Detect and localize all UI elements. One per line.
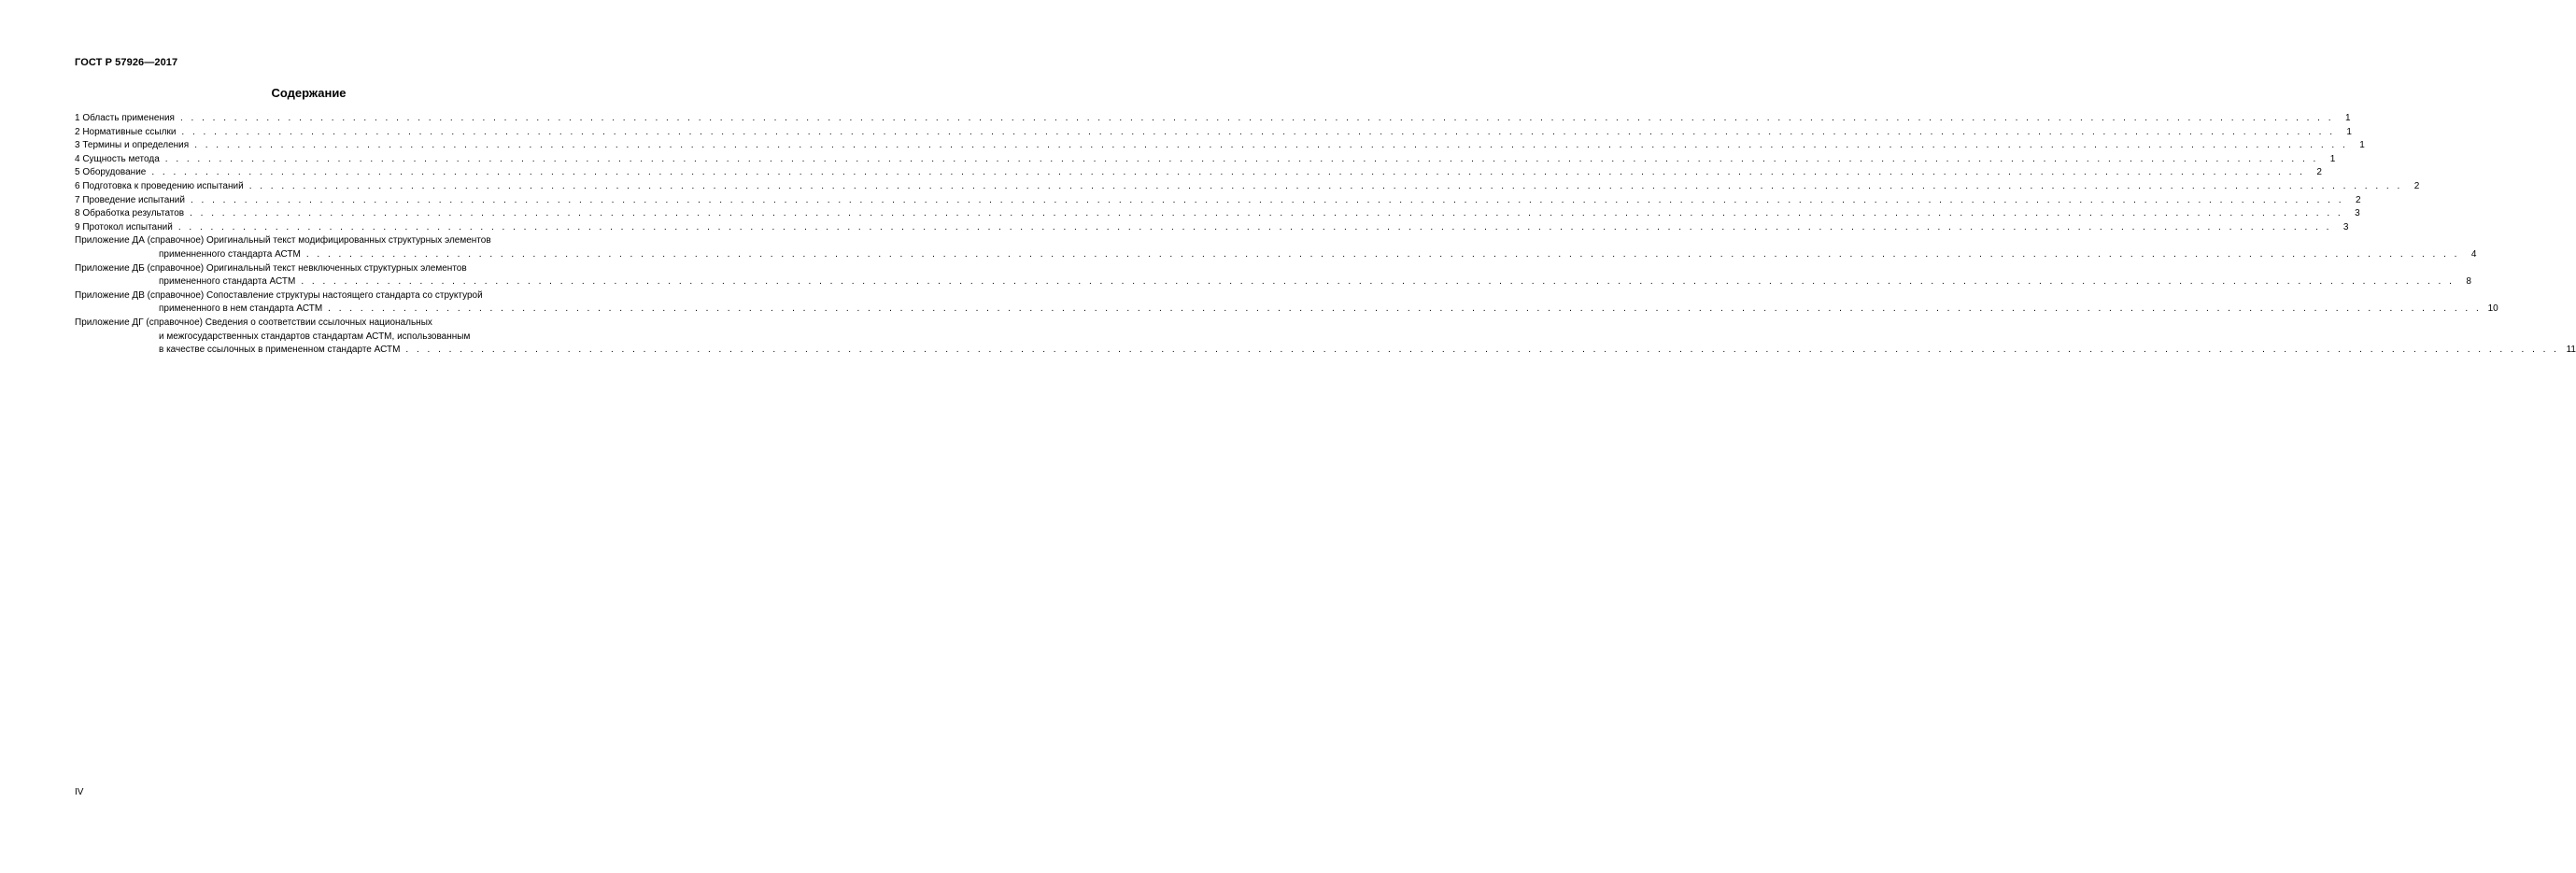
toc-page-number: 3 bbox=[2355, 208, 2360, 219]
toc-entry-line bbox=[75, 126, 2352, 140]
toc-dot-leader: . . . . . . . . . . . . . . . . . . . . . . . . . . . . . . . . . . . . . . . . . . . . . . . . . . . . . . . . . . . . . . . . . . . . . . . . . . . . . . . . . . . . . . . . . . . . . . . . . . . . . . . . . . . . . . . . . . . . . . . . . . . . . . . . . . . . . . . . . . . . . . . . . . . . . . . . . . . . . . . . . . . . . . . . . . . . . . . . . . . . . . . . . . . . . . . . . . . . . . . . bbox=[164, 153, 2319, 164]
toc-dot-leader: . . . . . . . . . . . . . . . . . . . . . . . . . . . . . . . . . . . . . . . . . . . . . . . . . . . . . . . . . . . . . . . . . . . . . . . . . . . . . . . . . . . . . . . . . . . . . . . . . . . . . . . . . . . . . . . . . . . . . . . . . . . . . . . . . . . . . . . . . . . . . . . . . . . . . . . . . . . . . . . . . . . . . . . . . . . . . . . . . . . . . . . . . . . . . . . . . . . . . . . . bbox=[405, 345, 2559, 356]
toc-page-number: 1 bbox=[2359, 140, 2365, 151]
toc-entry[interactable] bbox=[75, 180, 2420, 194]
toc-entry-title: 6 Подготовка к проведению испытаний bbox=[75, 180, 244, 191]
toc-page-number: 3 bbox=[2342, 221, 2349, 232]
toc-entry-line bbox=[75, 207, 2360, 221]
toc-dot-leader: . . . . . . . . . . . . . . . . . . . . . . . . . . . . . . . . . . . . . . . . . . . . . . . . . . . . . . . . . . . . . . . . . . . . . . . . . . . . . . . . . . . . . . . . . . . . . . . . . . . . . . . . . . . . . . . . . . . . . . . . . . . . . . . . . . . . . . . . . . . . . . . . . . . . . . . . . . . . . . . . . . . . . . . . . . . . . . . . . . . . . . . . . . . . . . . . . . . . . . . . bbox=[190, 208, 2343, 219]
toc-page-number: 1 bbox=[2344, 113, 2351, 123]
toc-entry-title: Приложение ДА (справочное) Оригинальный текст модифицированных структурных элементов bbox=[75, 235, 491, 246]
toc-dot-leader: . . . . . . . . . . . . . . . . . . . . . . . . . . . . . . . . . . . . . . . . . . . . . . . . . . . . . . . . . . . . . . . . . . . . . . . . . . . . . . . . . . . . . . . . . . . . . . . . . . . . . . . . . . . . . . . . . . . . . . . . . . . . . . . . . . . . . . . . . . . . . . . . . . . . . . . . . . . . . . . . . . . . . . . . . . . . . . . . . . . . . . . . . . . . . . . . . . . . . . . . bbox=[179, 113, 2334, 123]
table-of-contents bbox=[75, 112, 2576, 358]
toc-entry-title: применненного стандарта АСТМ bbox=[159, 248, 301, 260]
toc-dot-leader: . . . . . . . . . . . . . . . . . . . . . . . . . . . . . . . . . . . . . . . . . . . . . . . . . . . . . . . . . . . . . . . . . . . . . . . . . . . . . . . . . . . . . . . . . . . . . . . . . . . . . . . . . . . . . . . . . . . . . . . . . . . . . . . . . . . . . . . . . . . . . . . . . . . . . . . . . . . . . . . . . . . . . . . . . . . . . . . . . . . . . . . . . . . . . . . . . . . . . . . . bbox=[248, 180, 2403, 191]
toc-entry-line bbox=[75, 153, 2336, 167]
toc-entry-title: 3 Термины и определения bbox=[75, 140, 190, 151]
toc-dot-leader: . . . . . . . . . . . . . . . . . . . . . . . . . . . . . . . . . . . . . . . . . . . . . . . . . . . . . . . . . . . . . . . . . . . . . . . . . . . . . . . . . . . . . . . . . . . . . . . . . . . . . . . . . . . . . . . . . . . . . . . . . . . . . . . . . . . . . . . . . . . . . . . . . . . . . . . . . . . . . . . . . . . . . . . . . . . . . . . . . . . . . . . . . . . . . . . . . . . . . . . . bbox=[194, 140, 2348, 151]
toc-entry-title: примененного в нем стандарта АСТМ bbox=[159, 303, 323, 315]
toc-entry[interactable] bbox=[75, 139, 2365, 153]
toc-dot-leader: . . . . . . . . . . . . . . . . . . . . . . . . . . . . . . . . . . . . . . . . . . . . . . . . . . . . . . . . . . . . . . . . . . . . . . . . . . . . . . . . . . . . . . . . . . . . . . . . . . . . . . . . . . . . . . . . . . . . . . . . . . . . . . . . . . . . . . . . . . . . . . . . . . . . . . . . . . . . . . . . . . . . . . . . . . . . . . . . . . . . . . . . . . . . . . . . . . . . . . . . bbox=[305, 248, 2460, 260]
toc-entry-line bbox=[75, 112, 2351, 126]
toc-entry[interactable] bbox=[75, 221, 2349, 235]
toc-entry[interactable] bbox=[75, 317, 2576, 358]
toc-entry-title: Приложение ДГ (справочное) Сведения о соответствии ссылочных национальных bbox=[75, 317, 432, 328]
toc-entry[interactable] bbox=[75, 194, 2361, 208]
toc-entry[interactable] bbox=[75, 207, 2360, 221]
toc-entry-line bbox=[75, 248, 2477, 262]
toc-page-number: 2 bbox=[2355, 194, 2361, 205]
toc-entry-title: и межгосударственных стандартов стандартам АСТМ, использованным bbox=[159, 331, 471, 342]
toc-entry-title: 4 Сущность метода bbox=[75, 153, 160, 164]
toc-page-number: 2 bbox=[2316, 167, 2322, 178]
toc-page-number: 4 bbox=[2470, 248, 2477, 260]
toc-page-number: 1 bbox=[2346, 126, 2352, 137]
toc-entry-title: Приложение ДВ (справочное) Сопоставление структуры настоящего стандарта со структурой bbox=[75, 289, 483, 301]
toc-dot-leader: . . . . . . . . . . . . . . . . . . . . . . . . . . . . . . . . . . . . . . . . . . . . . . . . . . . . . . . . . . . . . . . . . . . . . . . . . . . . . . . . . . . . . . . . . . . . . . . . . . . . . . . . . . . . . . . . . . . . . . . . . . . . . . . . . . . . . . . . . . . . . . . . . . . . . . . . . . . . . . . . . . . . . . . . . . . . . . . . . . . . . . . . . . . . . . . . . . . . . . . . bbox=[190, 194, 2344, 205]
toc-entry-title: 5 Оборудование bbox=[75, 167, 147, 178]
toc-entry-line bbox=[75, 221, 2349, 235]
toc-entry-line bbox=[75, 317, 573, 331]
toc-entry[interactable] bbox=[75, 234, 2477, 261]
toc-page-number: 11 bbox=[2566, 345, 2576, 356]
toc-entry-line bbox=[75, 139, 2365, 153]
toc-entry-line bbox=[75, 331, 573, 345]
toc-page-number: 2 bbox=[2413, 180, 2420, 191]
toc-entry-title: 8 Обработка результатов bbox=[75, 208, 185, 219]
toc-entry[interactable] bbox=[75, 153, 2336, 167]
toc-entry-title: 1 Область применения bbox=[75, 113, 175, 123]
toc-entry[interactable] bbox=[75, 289, 2498, 317]
toc-entry-line bbox=[75, 262, 573, 276]
toc-dot-leader: . . . . . . . . . . . . . . . . . . . . . . . . . . . . . . . . . . . . . . . . . . . . . . . . . . . . . . . . . . . . . . . . . . . . . . . . . . . . . . . . . . . . . . . . . . . . . . . . . . . . . . . . . . . . . . . . . . . . . . . . . . . . . . . . . . . . . . . . . . . . . . . . . . . . . . . . . . . . . . . . . . . . . . . . . . . . . . . . . . . . . . . . . . . . . . . . . . . . . . . . bbox=[181, 126, 2335, 137]
toc-entry-line bbox=[75, 275, 2471, 289]
toc-entry-line bbox=[75, 289, 573, 303]
toc-dot-leader: . . . . . . . . . . . . . . . . . . . . . . . . . . . . . . . . . . . . . . . . . . . . . . . . . . . . . . . . . . . . . . . . . . . . . . . . . . . . . . . . . . . . . . . . . . . . . . . . . . . . . . . . . . . . . . . . . . . . . . . . . . . . . . . . . . . . . . . . . . . . . . . . . . . . . . . . . . . . . . . . . . . . . . . . . . . . . . . . . . . . . . . . . . . . . . . . . . . . . . . . bbox=[177, 221, 2332, 232]
toc-entry-line bbox=[75, 166, 2322, 180]
page-number: IV bbox=[75, 787, 84, 797]
toc-dot-leader: . . . . . . . . . . . . . . . . . . . . . . . . . . . . . . . . . . . . . . . . . . . . . . . . . . . . . . . . . . . . . . . . . . . . . . . . . . . . . . . . . . . . . . . . . . . . . . . . . . . . . . . . . . . . . . . . . . . . . . . . . . . . . . . . . . . . . . . . . . . . . . . . . . . . . . . . . . . . . . . . . . . . . . . . . . . . . . . . . . . . . . . . . . . . . . . . . . . . . . . . bbox=[301, 276, 2455, 288]
toc-page-number: 10 bbox=[2487, 303, 2498, 315]
toc-page-number: 8 bbox=[2466, 276, 2471, 288]
toc-entry-title: в качестве ссылочных в примененном стандарте АСТМ bbox=[159, 345, 401, 356]
toc-entry-title: 7 Проведение испытаний bbox=[75, 194, 185, 205]
toc-entry-line bbox=[75, 234, 573, 248]
toc-entry[interactable] bbox=[75, 262, 2471, 289]
document-header: ГОСТ Р 57926—2017 bbox=[75, 57, 178, 68]
toc-entry-line bbox=[75, 180, 2420, 194]
toc-entry[interactable] bbox=[75, 126, 2352, 140]
toc-entry-title: Приложение ДБ (справочное) Оригинальный текст невключенных структурных элементов bbox=[75, 262, 467, 274]
toc-dot-leader: . . . . . . . . . . . . . . . . . . . . . . . . . . . . . . . . . . . . . . . . . . . . . . . . . . . . . . . . . . . . . . . . . . . . . . . . . . . . . . . . . . . . . . . . . . . . . . . . . . . . . . . . . . . . . . . . . . . . . . . . . . . . . . . . . . . . . . . . . . . . . . . . . . . . . . . . . . . . . . . . . . . . . . . . . . . . . . . . . . . . . . . . . . . . . . . . . . . . . . . . bbox=[151, 167, 2305, 178]
toc-entry[interactable] bbox=[75, 166, 2322, 180]
toc-dot-leader: . . . . . . . . . . . . . . . . . . . . . . . . . . . . . . . . . . . . . . . . . . . . . . . . . . . . . . . . . . . . . . . . . . . . . . . . . . . . . . . . . . . . . . . . . . . . . . . . . . . . . . . . . . . . . . . . . . . . . . . . . . . . . . . . . . . . . . . . . . . . . . . . . . . . . . . . . . . . . . . . . . . . . . . . . . . . . . . . . . . . . . . . . . . . . . . . . . . . . . . . bbox=[328, 303, 2482, 315]
toc-entry-title: примененного стандарта АСТМ bbox=[159, 276, 296, 288]
toc-entry-title: 2 Нормативные ссылки bbox=[75, 126, 177, 137]
toc-page-number: 1 bbox=[2329, 153, 2336, 164]
toc-entry-title: 9 Протокол испытаний bbox=[75, 221, 173, 232]
toc-entry-line bbox=[75, 344, 2576, 358]
toc-entry-line bbox=[75, 303, 2498, 317]
toc-title: Содержание bbox=[271, 86, 347, 100]
toc-entry-line bbox=[75, 194, 2361, 208]
toc-entry[interactable] bbox=[75, 112, 2351, 126]
